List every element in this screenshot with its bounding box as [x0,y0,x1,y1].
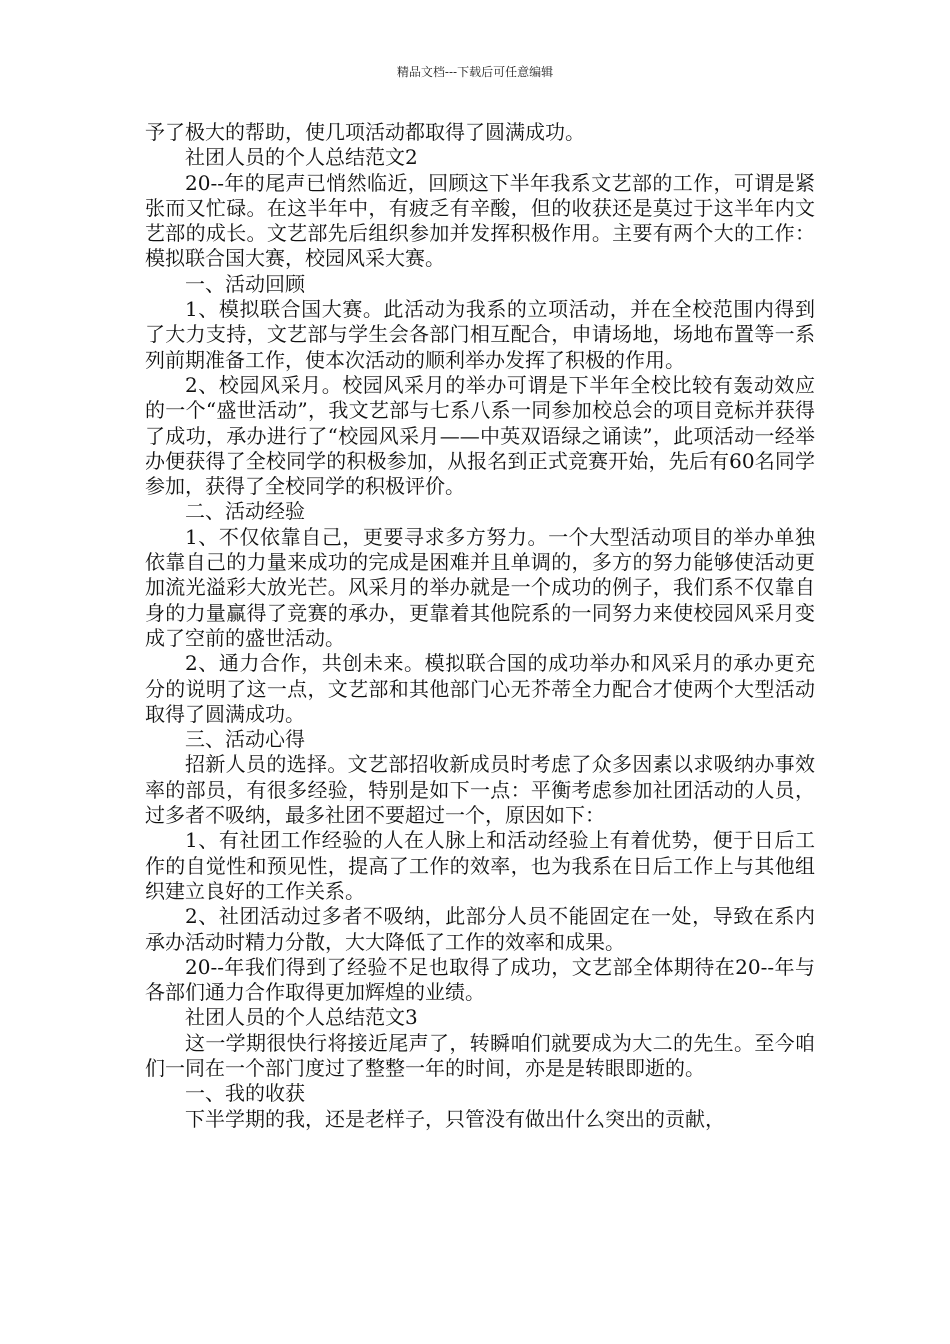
paragraph-semester-intro: 这一学期很快行将接近尾声了，转瞬咱们就要成为大二的先生。至今咱们一同在一个部门度过了整整一年的时间，亦是是转眼即逝的。 [145,1030,815,1080]
heading-activity-insights: 三、活动心得 [185,727,305,752]
paragraph-intro: 20--年的尾声已悄然临近，回顾这下半年我系文艺部的工作，可谓是紧张而又忙碌。在这半年中，有疲乏有辛酸，但的收获还是莫过于这半年内文艺部的成长。文艺部先后组织参加并发挥积极作用。主要有两个大的工作：模拟联合国大赛，校园风采大赛。 [145,170,815,271]
heading-activity-experience: 二、活动经验 [185,499,305,524]
paragraph-campus-style-month: 2、校园风采月。校园风采月的举办可谓是下半年全校比较有轰动效应的一个“盛世活动”，我文艺部与七系八系一同参加校总会的项目竞标并获得了成功，承办进行了“校园风采月——中英双语绿之诵读”，此项活动一经举办便获得了全校同学的积极参加，从报名到正式竞赛开始，先后有60名同学参加，获得了全校同学的积极评价。 [145,372,815,499]
paragraph-recruitment: 招新人员的选择。文艺部招收新成员时考虑了众多因素以求吸纳办事效率的部员，有很多经验，特别是如下一点：平衡考虑参加社团活动的人员，过多者不吸纳，最多社团不要超过一个，原因如下： [145,752,815,828]
section-title-sample-3: 社团人员的个人总结范文3 [185,1005,418,1030]
section-title-sample-2: 社团人员的个人总结范文2 [185,145,418,170]
heading-my-gains: 一、我的收获 [185,1081,305,1106]
paragraph-reason-1: 1、有社团工作经验的人在人脉上和活动经验上有着优势，便于日后工作的自觉性和预见性，提高了工作的效率，也为我系在日后工作上与其他组织建立良好的工作关系。 [145,828,815,903]
page-header: 精品文档---下载后可任意编辑 [396,65,554,79]
paragraph-second-semester: 下半学期的我，还是老样子，只管没有做出什么突出的贡献， [185,1106,725,1131]
paragraph-experience-1: 1、不仅依靠自己，更要寻求多方努力。一个大型活动项目的举办单独依靠自己的力量来成功的完成是困难并且单调的，多方的努力能够使活动更加流光溢彩大放光芒。风采月的举办就是一个成功的例子，我们系不仅靠自身的力量赢得了竞赛的承办，更靠着其他院系的一同努力来使校园风采月变成了空前的盛世活动。 [145,524,815,650]
heading-activity-review: 一、活动回顾 [185,271,305,296]
paragraph-continuation: 予了极大的帮助，使几项活动都取得了圆满成功。 [145,120,585,144]
paragraph-model-un: 1、模拟联合国大赛。此活动为我系的立项活动，并在全校范围内得到了大力支持，文艺部与学生会各部门相互配合，申请场地，场地布置等一系列前期准备工作，使本次活动的顺利举办发挥了积极的作用。 [145,297,815,372]
document-body [145,120,815,1132]
paragraph-experience-2: 2、通力合作，共创未来。模拟联合国的成功举办和风采月的承办更充分的说明了这一点，文艺部和其他部门心无芥蒂全力配合才使两个大型活动取得了圆满成功。 [145,651,815,726]
paragraph-reason-2: 2、社团活动过多者不吸纳，此部分人员不能固定在一处，导致在系内承办活动时精力分散，大大降低了工作的效率和成果。 [145,904,815,954]
paragraph-conclusion: 20--年我们得到了经验不足也取得了成功，文艺部全体期待在20--年与各部们通力合作取得更加辉煌的业绩。 [145,954,815,1005]
